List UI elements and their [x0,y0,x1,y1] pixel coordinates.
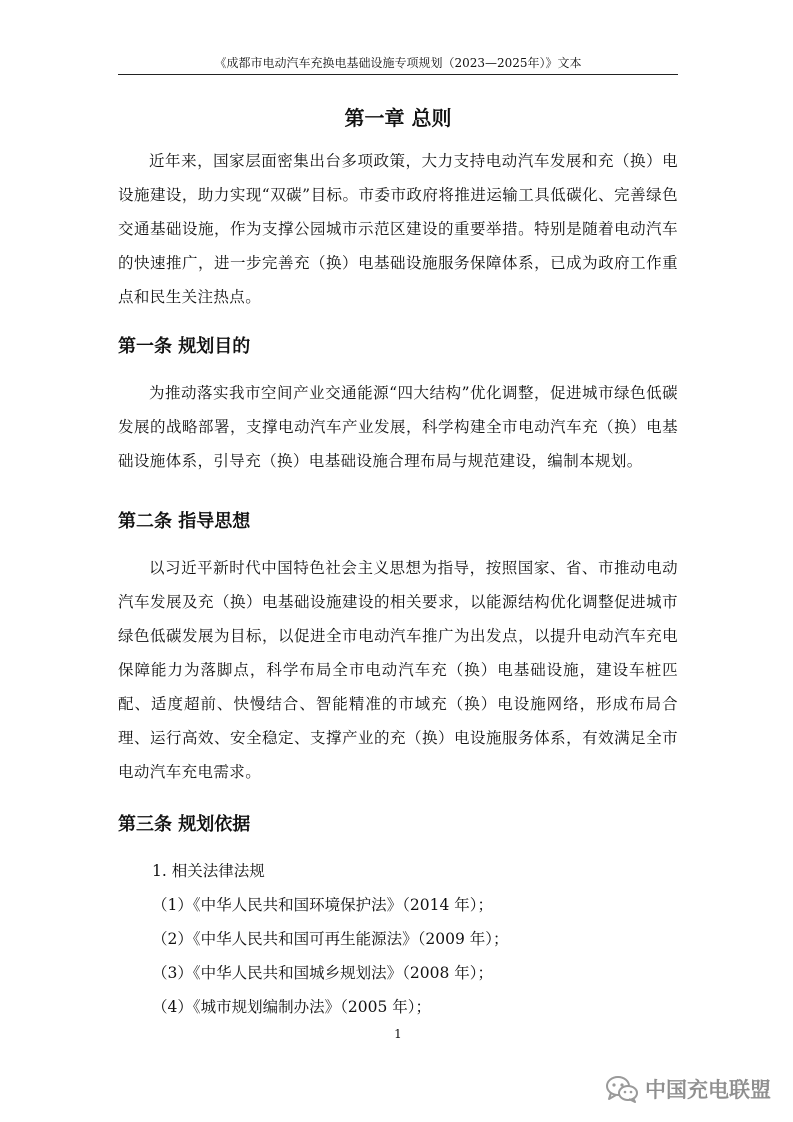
article-3-heading: 第三条 规划依据 [118,814,251,835]
header-divider [118,74,678,75]
basis-list-item: （2）《中华人民共和国可再生能源法》（2009 年）； [152,930,509,948]
article-2-paragraph: 以习近平新时代中国特色社会主义思想为指导，按照国家、省、市推动电动汽车发展及充（换）电基础设施建设的相关要求，以能源结构优化调整促进城市绿色低碳发展为目标，以促进全市电动汽车推广为出发点，以提升电动汽车充电保障能力为落脚点，科学布局全市电动汽车充（换）电基础设施，建设车桩匹配、适度超前、快慢结合、智能精准的市域充（换）电设施网络，形成布局合理、运行高效、安全稳定、支撑产业的充（换）电设施服务体系，有效满足全市电动汽车充电需求。 [118,559,678,781]
article-2-heading: 第二条 指导思想 [118,511,251,532]
article-1-paragraph: 为推动落实我市空间产业交通能源“四大结构”优化调整，促进城市绿色低碳发展的战略部署，支撑电动汽车产业发展，科学构建全市电动汽车充（换）电基础设施体系，引导充（换）电基础设施合理布局与规范建设，编制本规划。 [118,384,678,470]
chapter-title: 第一章 总则 [344,106,452,130]
chapter-intro-paragraph: 近年来，国家层面密集出台多项政策，大力支持电动汽车发展和充（换）电设施建设，助力实现“双碳”目标。市委市政府将推进运输工具低碳化、完善绿色交通基础设施，作为支撑公园城市示范区建设的重要举措。特别是随着电动汽车的快速推广，进一步完善充（换）电基础设施服务保障体系，已成为政府工作重点和民生关注热点。 [118,152,678,306]
basis-subheading: 1. 相关法律法规 [152,862,265,880]
basis-list-item: （3）《中华人民共和国城乡规划法》（2008 年）； [152,964,493,982]
basis-list-item: （4）《城市规划编制办法》（2005 年）； [152,998,431,1016]
wechat-icon [605,1074,639,1104]
basis-list-item: （1）《中华人民共和国环境保护法》（2014 年）； [152,896,493,914]
running-header: 《成都市电动汽车充换电基础设施专项规划（2023—2025年）》文本 [214,56,582,70]
article-1-heading: 第一条 规划目的 [118,336,251,357]
page-number: 1 [394,1027,402,1041]
watermark [605,1071,771,1107]
watermark-text: 中国充电联盟 [645,1078,771,1102]
